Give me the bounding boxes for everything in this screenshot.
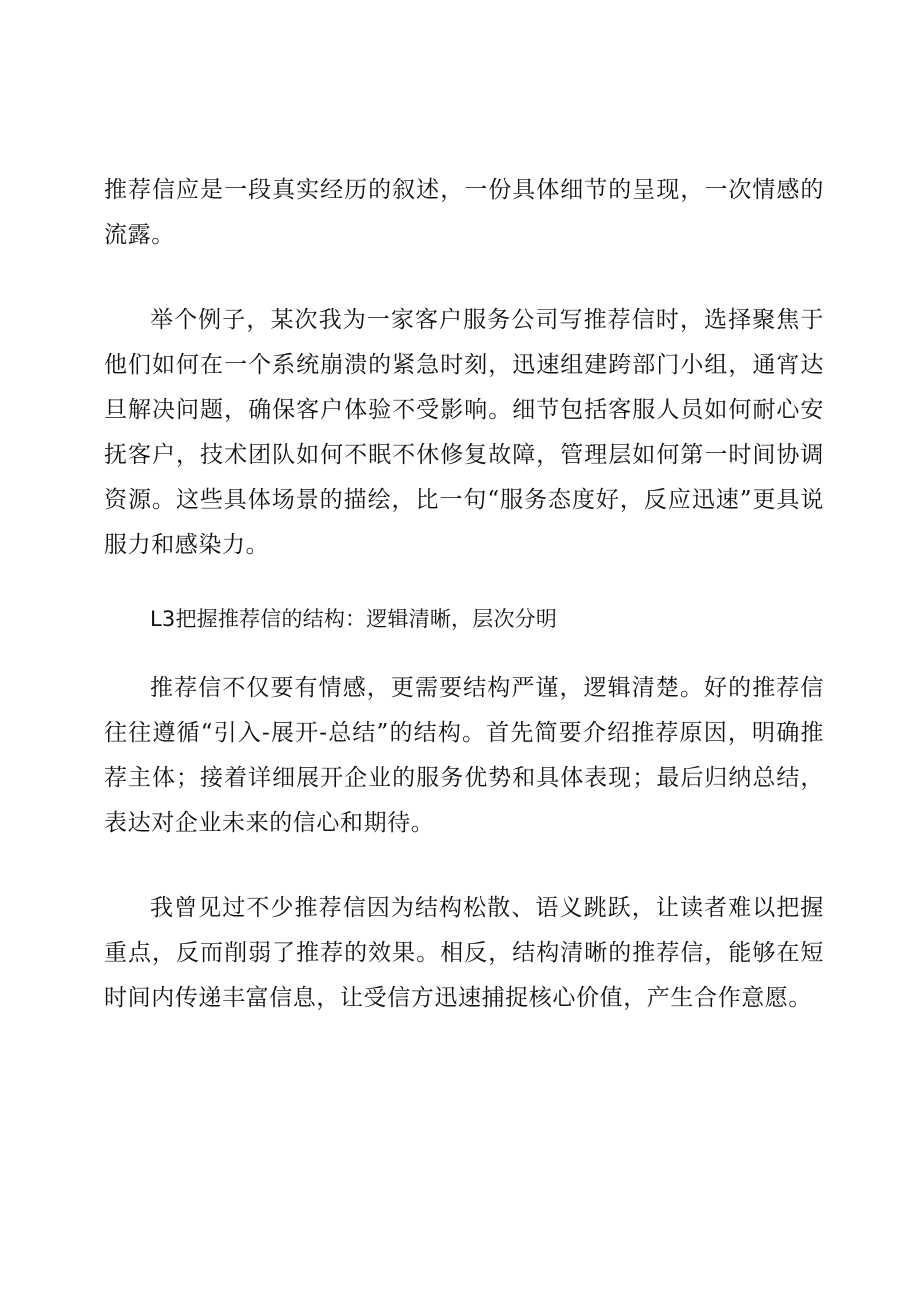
paragraph-intro: 推荐信应是一段真实经历的叙述，一份具体细节的呈现，一次情感的流露。	[104, 177, 824, 248]
section-heading: L3把握推荐信的结构：逻辑清晰，层次分明	[150, 607, 558, 631]
paragraph-example: 举个例子，某次我为一家客户服务公司写推荐信时，选择聚焦于他们如何在一个系统崩溃的紧急时刻，迅速组建跨部门小组，通宵达旦解决问题，确保客户体验不受影响。细节包括客服人员如何耐心安抚客户，技术团队如何不眠不休修复故障，管理层如何第一时间协调资源。这些具体场景的描绘，比一句“服务态度好，反应迅速”更具说服力和感染力。	[104, 307, 824, 558]
paragraph-structure: 推荐信不仅要有情感，更需要结构严谨，逻辑清楚。好的推荐信往往遵循“引入-展开-总结”的结构。首先简要介绍推荐原因，明确推荐主体；接着详细展开企业的服务优势和具体表现；最后归纳总结，表达对企业未来的信心和期待。	[104, 675, 824, 836]
paragraph-observation: 我曾见过不少推荐信因为结构松散、语义跳跃，让读者难以把握重点，反而削弱了推荐的效果。相反，结构清晰的推荐信，能够在短时间内传递丰富信息，让受信方迅速捕捉核心价值，产生合作意愿。	[104, 895, 824, 1011]
